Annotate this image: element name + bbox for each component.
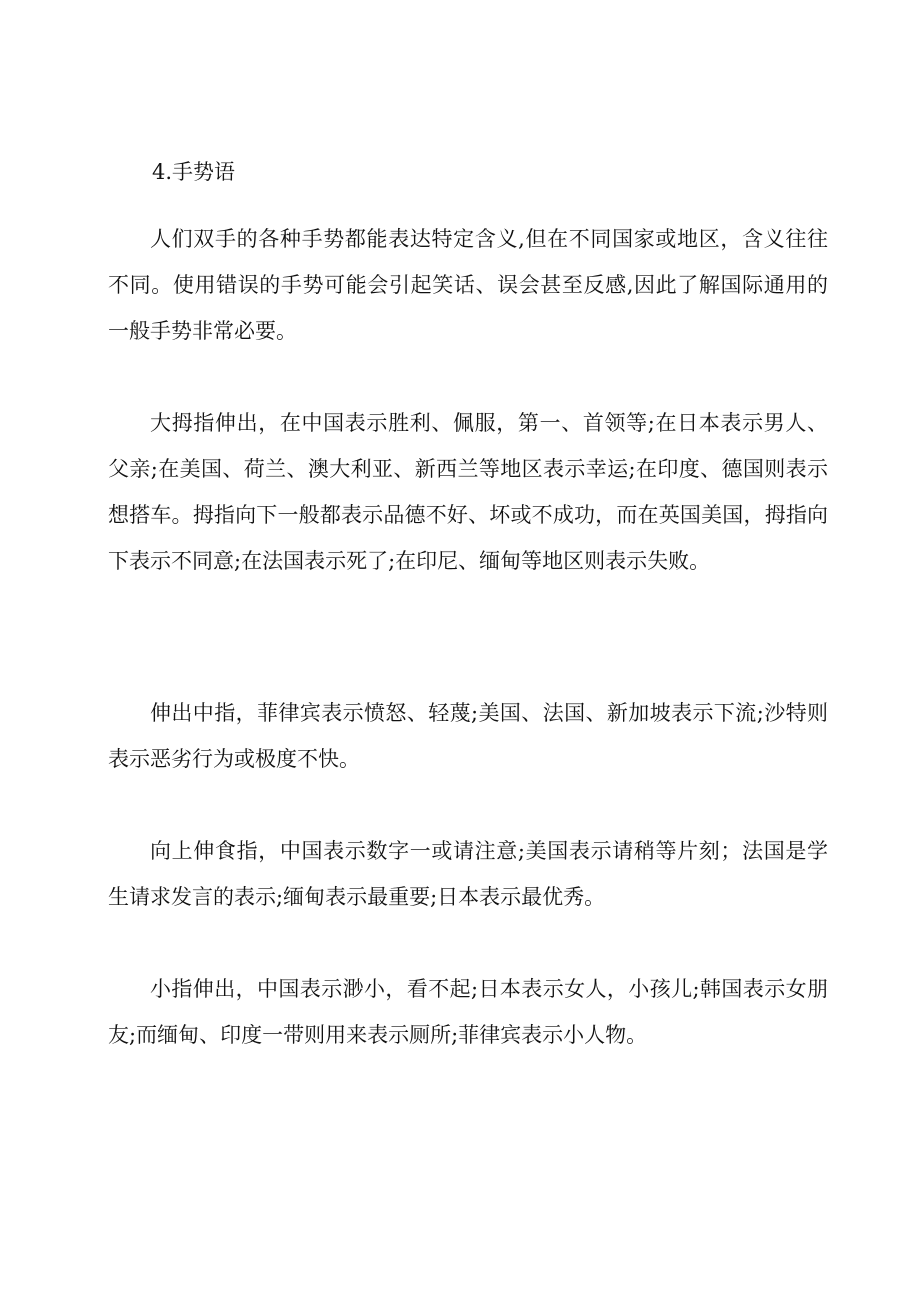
paragraph-little-finger: 小指伸出，中国表示渺小，看不起;日本表示女人，小孩儿;韩国表示女朋友;而缅甸、印度一带则用来表示厕所;菲律宾表示小人物。 — [108, 977, 828, 1047]
paragraph-middle-finger: 伸出中指，菲律宾表示愤怒、轻蔑;美国、法国、新加坡表示下流;沙特则表示恶劣行为或极度不快。 — [108, 701, 828, 771]
section-heading: 4.手势语 — [152, 160, 236, 184]
paragraph-index-finger: 向上伸食指，中国表示数字一或请注意;美国表示请稍等片刻；法国是学生请求发言的表示;缅甸表示最重要;日本表示最优秀。 — [108, 839, 828, 909]
paragraph-intro: 人们双手的各种手势都能表达特定含义,但在不同国家或地区，含义往往不同。使用错误的手势可能会引起笑话、误会甚至反感,因此了解国际通用的一般手势非常必要。 — [108, 227, 828, 343]
paragraph-thumb: 大拇指伸出，在中国表示胜利、佩服，第一、首领等;在日本表示男人、父亲;在美国、荷兰、澳大利亚、新西兰等地区表示幸运;在印度、德国则表示想搭车。拇指向下一般都表示品德不好、坏或不成功，而在英国美国，拇指向下表示不同意;在法国表示死了;在印尼、缅甸等地区则表示失败。 — [108, 411, 828, 573]
